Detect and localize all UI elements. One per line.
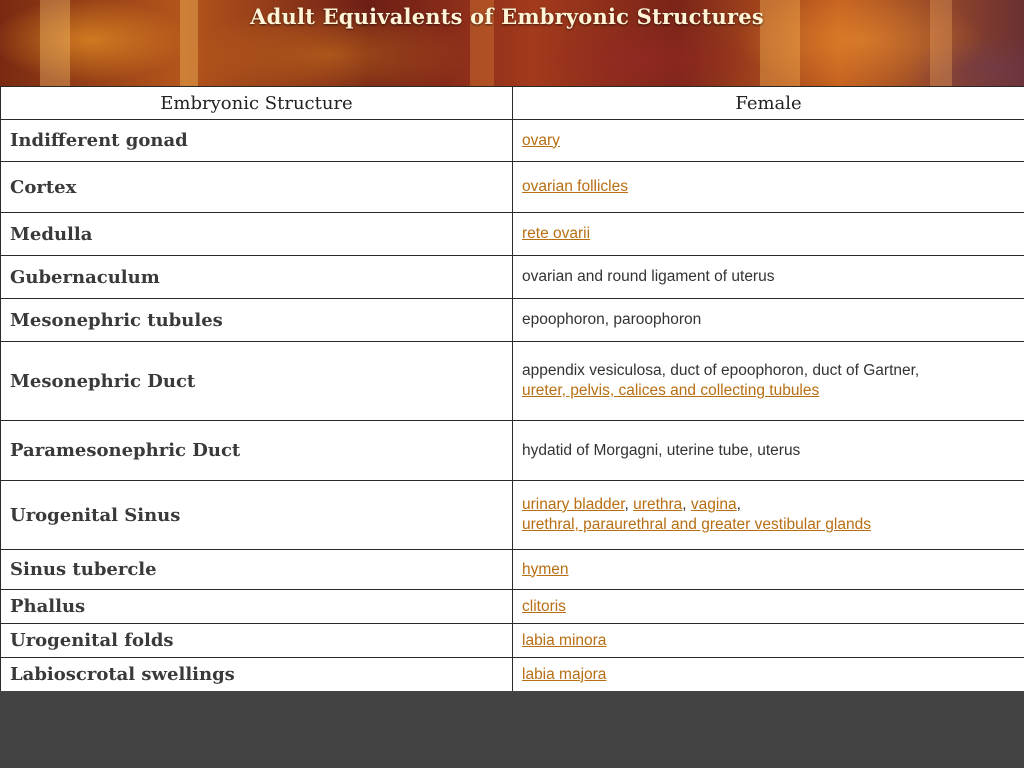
female-cell xyxy=(513,421,1024,481)
table-row xyxy=(1,421,1024,481)
column-header-female: Female xyxy=(513,87,1024,120)
female-equivalent-text: epoophoron, paroophoron xyxy=(522,311,702,328)
female-cell xyxy=(513,213,1024,256)
female-cell xyxy=(513,658,1024,692)
female-equivalent-link[interactable]: labia majora xyxy=(522,665,607,683)
structure-cell: Paramesonephric Duct xyxy=(1,421,513,481)
female-equivalent-link[interactable]: urethra xyxy=(633,496,683,513)
table-row xyxy=(1,342,1024,421)
female-equivalent-link[interactable]: ovarian follicles xyxy=(522,178,628,195)
structure-cell: Phallus xyxy=(1,590,513,624)
table-row xyxy=(1,162,1024,213)
female-equivalent-link[interactable]: vagina xyxy=(690,496,737,513)
title-banner xyxy=(0,0,1024,86)
female-equivalent-link[interactable]: clitoris xyxy=(522,597,566,615)
table-body xyxy=(1,120,1024,692)
female-equivalent-text: hydatid of Morgagni, uterine tube, uterus xyxy=(522,441,801,459)
female-equivalent-link[interactable]: urinary bladder xyxy=(522,496,625,513)
female-cell xyxy=(513,120,1024,162)
structure-cell: Urogenital Sinus xyxy=(1,481,513,550)
structure-cell: Cortex xyxy=(1,162,513,213)
female-equivalent-link[interactable]: ovary xyxy=(522,131,560,149)
slide-footer-area xyxy=(0,691,1024,768)
table-row xyxy=(1,299,1024,342)
female-equivalent-link[interactable]: labia minora xyxy=(522,631,607,649)
female-equivalent-link[interactable]: ureter, pelvis, calices and collecting tubules xyxy=(522,382,820,399)
table-row xyxy=(1,658,1024,692)
structure-cell: Indifferent gonad xyxy=(1,120,513,162)
page-title: Adult Equivalents of Embryonic Structures xyxy=(250,4,764,29)
female-equivalent-link[interactable]: hymen xyxy=(522,560,569,578)
table-row xyxy=(1,213,1024,256)
table-row xyxy=(1,256,1024,299)
structure-cell: Urogenital folds xyxy=(1,624,513,658)
female-cell xyxy=(513,342,1024,421)
female-equivalent-text: , xyxy=(682,496,691,513)
table-row xyxy=(1,624,1024,658)
female-cell xyxy=(513,256,1024,299)
female-equivalent-link[interactable]: rete ovarii xyxy=(522,225,591,242)
table-row xyxy=(1,590,1024,624)
table-header-row xyxy=(1,87,1024,120)
structure-cell: Sinus tubercle xyxy=(1,550,513,590)
female-equivalent-text: appendix vesiculosa, duct of epoophoron, duct of Gartner, xyxy=(522,362,920,379)
structure-cell: Mesonephric tubules xyxy=(1,299,513,342)
female-cell xyxy=(513,481,1024,550)
table-row xyxy=(1,550,1024,590)
female-cell xyxy=(513,590,1024,624)
structure-cell: Medulla xyxy=(1,213,513,256)
female-equivalent-text: ovarian and round ligament of uterus xyxy=(522,268,775,285)
female-equivalent-link[interactable]: urethral, paraurethral and greater vestibular glands xyxy=(522,516,871,533)
structure-cell: Gubernaculum xyxy=(1,256,513,299)
female-cell xyxy=(513,550,1024,590)
female-cell xyxy=(513,162,1024,213)
table-row xyxy=(1,481,1024,550)
female-cell xyxy=(513,624,1024,658)
female-equivalent-text: , xyxy=(736,496,741,513)
table-row xyxy=(1,120,1024,162)
equivalents-table xyxy=(0,86,1024,692)
female-equivalent-text: , xyxy=(624,496,634,513)
column-header-structure: Embryonic Structure xyxy=(1,87,513,120)
female-cell xyxy=(513,299,1024,342)
structure-cell: Mesonephric Duct xyxy=(1,342,513,421)
structure-cell: Labioscrotal swellings xyxy=(1,658,513,692)
